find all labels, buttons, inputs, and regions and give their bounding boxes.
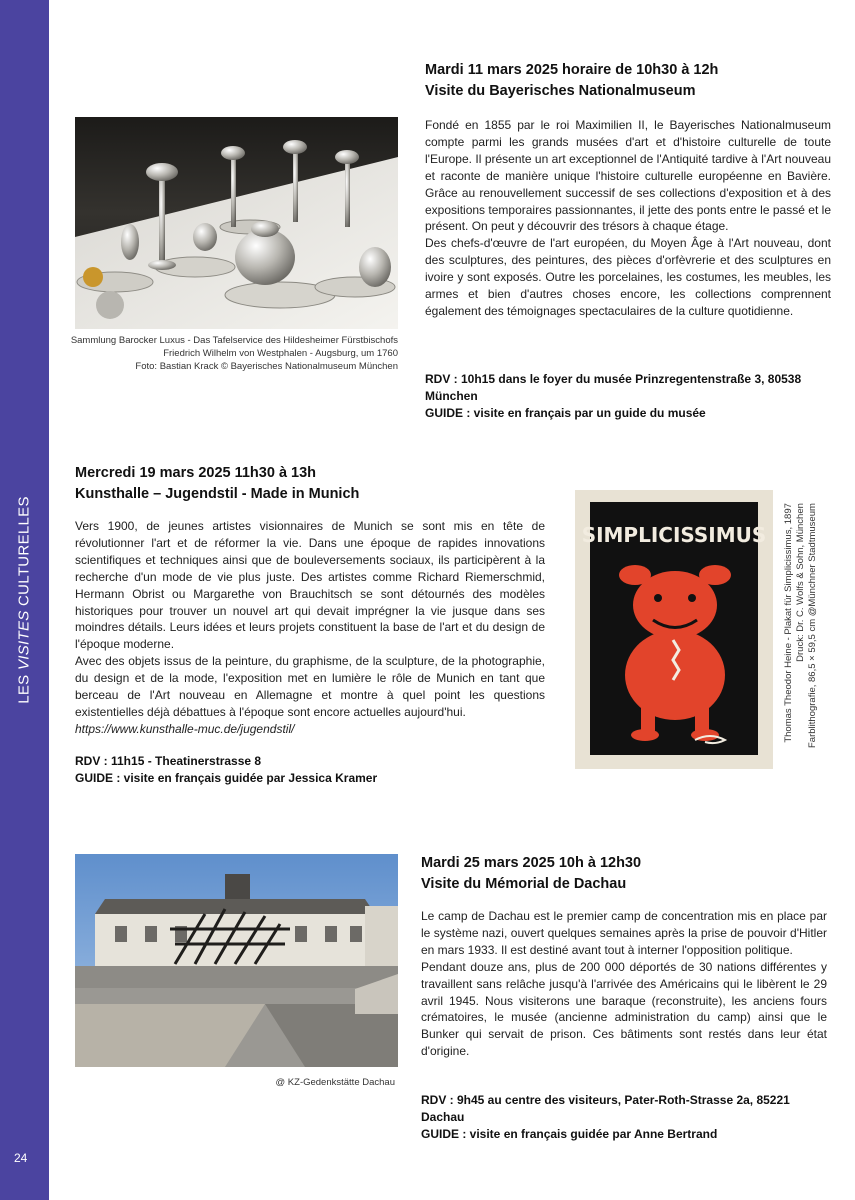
rdv-text: RDV : 11h15 - Theatinerstrasse 8 xyxy=(75,754,262,768)
event-meeting-info xyxy=(425,371,831,422)
dachau-memorial-photo xyxy=(75,854,398,1067)
guide-text: GUIDE : visite en français guidée par Anne Bertrand xyxy=(421,1126,718,1141)
poster-title: SIMPLICISSIMUS xyxy=(581,523,767,547)
photo-caption: Sammlung Barocker Luxus - Das Tafelservice des Hildesheimer Fürstbischofs Friedrich Wilhelm von Westphalen - Augsburg, um 1760 Foto: Bastian Krack © Bayerisches Nationalmuseum München xyxy=(70,335,398,372)
event-date: Mardi 11 mars 2025 horaire de 10h30 à 12h xyxy=(425,62,719,78)
event-heading xyxy=(421,853,831,895)
event-title: Kunsthalle – Jugendstil - Made in Munich xyxy=(75,486,360,502)
event-description: Vers 1900, de jeunes artistes visionnaires de Munich se sont mis en tête de révolutionner l'art et de réformer la vie. Dans une époque de rapides innovations scientifiques et techniques ainsi que de bouleversements sociaux, ils participèrent à la recherche d'un mode de vie plus juste. Des artistes comme Richard Riemerschmid, Hermann Obrist ou Margarethe von Brauchitsch se sont détournés des modèles historiques pour trouver un nouvel art qui devait imprégner la vie jusque dans ses moindres détails. Leurs idées et leurs projets constituent la base de l'art et du design de l'époque moderne. Avec des objets issus de la peinture, du graphisme, de la sculpture, de la photographie, du design et de la mode, l'exposition met en lumière le rôle de Munich en tant que berceau de l'Art nouveau en Allemagne et montre à quel point les questions existentielles déjà débattues à l'époque sont encore actuelles aujourd'hui. https://www.kunsthalle-muc.de/jugendstil/ xyxy=(75,519,545,736)
event-heading xyxy=(75,463,555,505)
event-description: Le camp de Dachau est le premier camp de concentration mis en place par le système nazi, ouvert quelques semaines après la prise de pouvoir d'Hitler en mars 1933. Il est destiné avant tout à interner l'opposition politique. Pendant douze ans, plus de 200 000 déportés de 30 nations différentes y travaillent sans relâche jusqu'à l'arrivée des Américains qui le libèrent le 29 avril 1945. Nous visiterons une baraque (reconstruite), les anciens fours crématoires, le musée (ancienne administration du camp) ainsi que le Bunker qui servait de prison. Ces bâtiments sont restés dans leur état d'origine. xyxy=(421,909,827,1059)
event-description: Fondé en 1855 par le roi Maximilien II, le Bayerisches Nationalmuseum compte parmi les grands musées d'art et d'histoire culturelle de toute l'Europe. Il présente un art exceptionnel de l'Antiquité tardive à l'Art nouveau et raconte de manière unique l'histoire culturelle européenne en Bavière. Grâce au renouvellement successif de ses collections d'exposition et à des expositions temporaires passionnantes, il jette des ponts entre le passé et le présent. On peut y découvrir des trésors à chaque étage. Des chefs-d'œuvre de l'art européen, du Moyen Âge à l'Art nouveau, dont des sculptures, des peintures, des pièces d'orfèvrerie et des sculptures en ivoire y sont exposés. Outre les porcelaines, les costumes, les meubles, les armes et bien d'autres choses encore, les collections comprennent également des témoignages spectaculaires de la culture quotidienne. xyxy=(425,118,831,318)
silver-tableware-photo xyxy=(75,117,398,329)
event-link[interactable]: https://www.kunsthalle-muc.de/jugendstil/ xyxy=(75,721,295,736)
event-meeting-info xyxy=(421,1092,831,1143)
guide-text: GUIDE : visite en français guidée par Jessica Kramer xyxy=(75,770,378,785)
event-heading xyxy=(425,60,835,102)
page-number: 24 xyxy=(14,1151,28,1165)
photo-caption: @ KZ-Gedenkstätte Dachau xyxy=(275,1077,395,1088)
sidebar-band xyxy=(0,0,49,1200)
event-title: Visite du Bayerisches Nationalmuseum xyxy=(425,83,696,99)
section-title: LES VISITES CULTURELLES xyxy=(15,496,33,704)
event-title: Visite du Mémorial de Dachau xyxy=(421,876,627,892)
event-date: Mercredi 19 mars 2025 11h30 à 13h xyxy=(75,465,317,481)
event-date: Mardi 25 mars 2025 10h à 12h30 xyxy=(421,855,642,871)
rdv-text: RDV : 9h45 au centre des visiteurs, Pater-Roth-Strasse 2a, 85221 Dachau xyxy=(421,1093,790,1124)
guide-text: GUIDE : visite en français par un guide du musée xyxy=(425,405,706,420)
poster-caption: Thomas Theodor Heine - Plakat für Simplicissimus, 1897 Druck: Dr. C. Wolfs & Sohn, München Farblithografie, 86,5 × 59,5 cm @Münchner Stadtmuseum xyxy=(783,503,818,748)
simplicissimus-poster xyxy=(575,490,773,769)
event-meeting-info xyxy=(75,753,545,787)
rdv-text: RDV : 10h15 dans le foyer du musée Prinzregentenstraße 3, 80538 München xyxy=(425,372,802,403)
